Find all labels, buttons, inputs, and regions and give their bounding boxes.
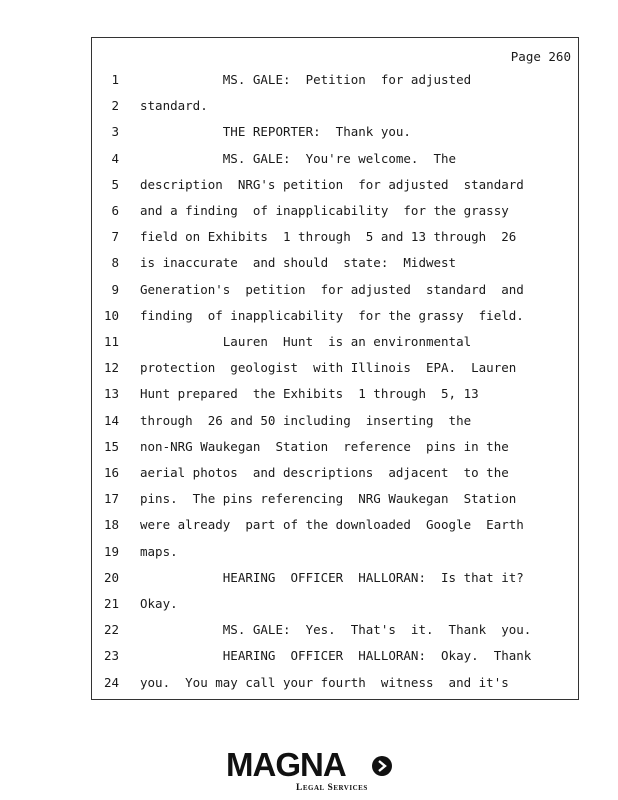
line-text: MS. GALE: Petition for adjusted (140, 72, 472, 87)
transcript-line (92, 491, 578, 511)
line-number: 3 (111, 124, 119, 140)
transcript-line (92, 439, 578, 459)
line-number: 12 (103, 360, 119, 376)
line-text: non-NRG Waukegan Station reference pins in the (140, 438, 509, 454)
line-number: 19 (103, 543, 119, 559)
line-text: aerial photos and descriptions adjacent to the (140, 465, 509, 480)
transcript-line (92, 517, 578, 537)
line-text: description NRG's petition for adjusted standard (140, 176, 524, 192)
line-text: MS. GALE: Yes. That's it. Thank you. (140, 622, 532, 638)
line-number: 16 (103, 465, 119, 480)
line-number: 5 (111, 176, 119, 192)
transcript-line (92, 255, 578, 275)
transcript-line (92, 151, 578, 171)
line-number: 2 (111, 98, 119, 114)
transcript-line (92, 675, 578, 695)
transcript-line (92, 282, 578, 302)
page-number: Page 260 (510, 49, 571, 64)
transcript-line (92, 386, 578, 406)
line-text: is inaccurate and should state: Midwest (140, 255, 457, 271)
line-number: 18 (103, 517, 119, 533)
line-text: Generation's petition for adjusted standard and (140, 281, 524, 297)
logo-wordmark: MAGNA (226, 746, 346, 783)
line-text: and a finding of inapplicability for the grassy (140, 203, 509, 218)
line-number: 14 (103, 412, 119, 428)
transcript-line (92, 465, 578, 485)
transcript-line (92, 334, 578, 354)
transcript-line (92, 622, 578, 642)
transcript-line (92, 544, 578, 564)
magna-logo (226, 748, 396, 794)
line-text: standard. (140, 98, 208, 114)
logo-subtitle: Legal Services (296, 783, 368, 793)
line-number: 1 (111, 72, 119, 87)
line-text: HEARING OFFICER HALLORAN: Is that it? (140, 569, 524, 585)
transcript-line (92, 229, 578, 249)
line-text: MS. GALE: You're welcome. The (140, 150, 457, 166)
transcript-line (92, 413, 578, 433)
transcript-line (92, 177, 578, 197)
line-text: Okay. (140, 596, 178, 611)
transcript-line (92, 596, 578, 616)
line-number: 6 (111, 203, 119, 218)
line-text: Hunt prepared the Exhibits 1 through 5, 13 (140, 386, 479, 402)
line-text: Lauren Hunt is an environmental (140, 334, 472, 349)
transcript-line (92, 124, 578, 144)
line-text: finding of inapplicability for the grassy field. (140, 307, 524, 323)
line-number: 11 (103, 334, 119, 349)
line-number: 21 (103, 596, 119, 611)
line-text: protection geologist with Illinois EPA. Lauren (140, 360, 517, 376)
chevron-right-icon (372, 756, 392, 776)
line-number: 15 (103, 438, 119, 454)
line-number: 13 (103, 386, 119, 402)
transcript-line (92, 570, 578, 590)
transcript-line (92, 308, 578, 328)
transcript-line (92, 98, 578, 118)
line-number: 17 (103, 491, 119, 507)
line-number: 8 (111, 255, 119, 271)
line-number: 24 (103, 674, 119, 690)
line-text: field on Exhibits 1 through 5 and 13 through 26 (140, 229, 517, 245)
line-number: 7 (111, 229, 119, 245)
line-text: THE REPORTER: Thank you. (140, 124, 411, 140)
line-number: 4 (111, 150, 119, 166)
line-number: 9 (111, 281, 119, 297)
line-text: were already part of the downloaded Google Earth (140, 517, 524, 533)
line-text: maps. (140, 543, 178, 559)
line-text: you. You may call your fourth witness and it's (140, 674, 509, 690)
transcript-page (91, 37, 579, 700)
line-text: pins. The pins referencing NRG Waukegan Station (140, 491, 517, 507)
transcript-line (92, 203, 578, 223)
transcript-line (92, 72, 578, 92)
line-number: 22 (103, 622, 119, 638)
line-text: through 26 and 50 including inserting the (140, 412, 472, 428)
transcript-line (92, 360, 578, 380)
line-text: HEARING OFFICER HALLORAN: Okay. Thank (140, 648, 532, 664)
line-number: 20 (103, 569, 119, 585)
line-number: 10 (103, 307, 119, 323)
transcript-line (92, 648, 578, 668)
line-number: 23 (103, 648, 119, 664)
